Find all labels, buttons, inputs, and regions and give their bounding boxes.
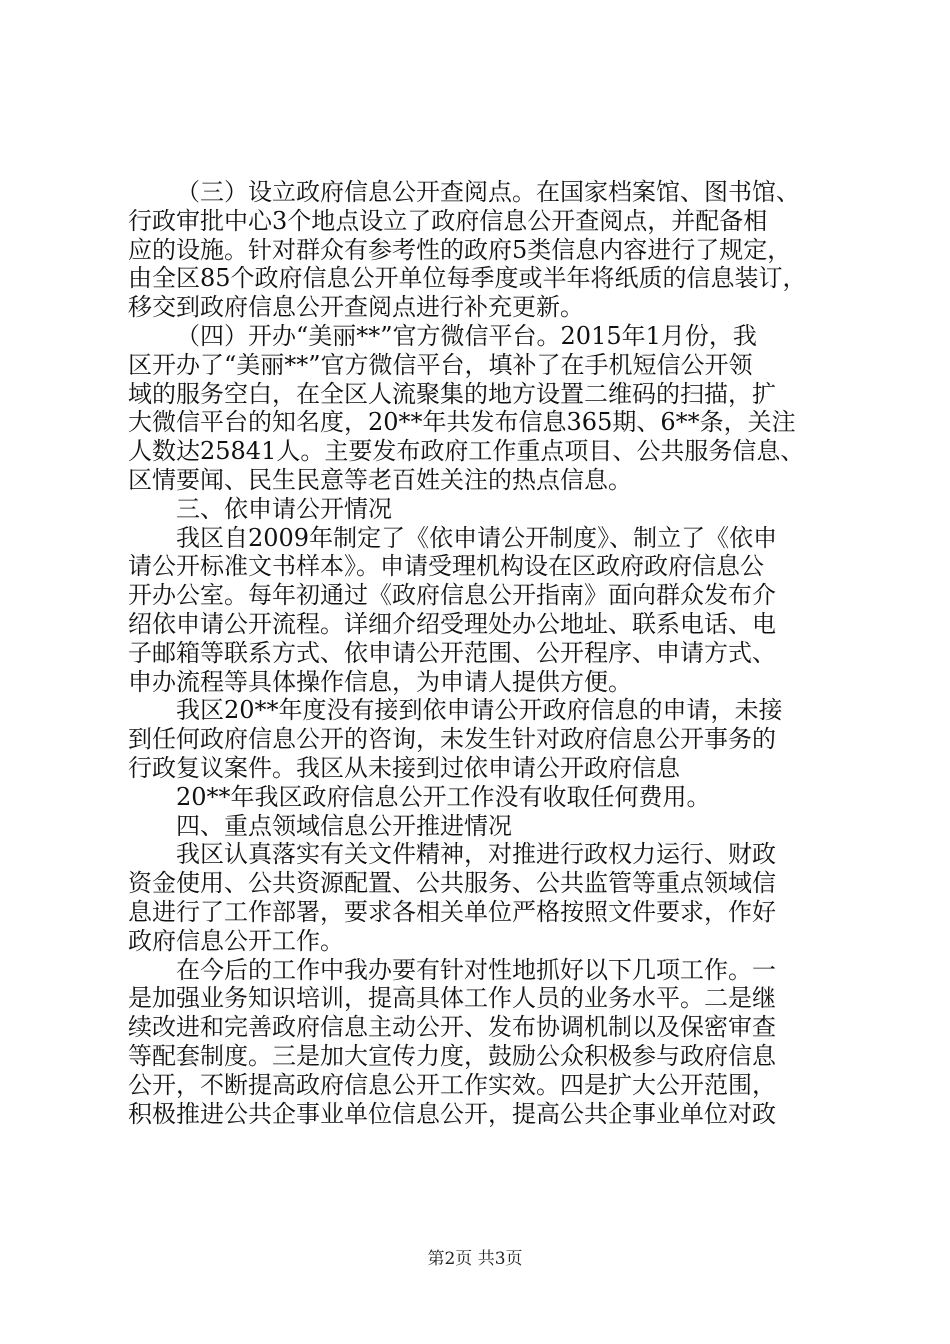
- text-line: 是加强业务知识培训，提高具体工作人员的业务水平。二是继: [128, 984, 776, 1013]
- text-line: 请公开标准文书样本》。申请受理机构设在区政府政府信息公: [128, 552, 764, 581]
- text-line: 续改进和完善政府信息主动公开、发布协调机制以及保密审查: [128, 1013, 776, 1042]
- text-line: 应的设施。针对群众有参考性的政府5类信息内容进行了规定，: [128, 235, 792, 264]
- text-line: 移交到政府信息公开查阅点进行补充更新。: [128, 293, 584, 322]
- text-line: 四、重点领域信息公开推进情况: [176, 811, 512, 840]
- text-line: 资金使用、公共资源配置、公共服务、公共监管等重点领域信: [128, 869, 776, 898]
- text-line: 等配套制度。三是加大宣传力度，鼓励公众积极参与政府信息: [128, 1041, 776, 1070]
- text-line: 我区20**年度没有接到依申请公开政府信息的申请，未接: [176, 696, 783, 725]
- text-line: 开办公室。每年初通过《政府信息公开指南》面向群众发布介: [128, 581, 776, 610]
- text-line: 积极推进公共企事业单位信息公开，提高公共企事业单位对政: [128, 1099, 776, 1128]
- text-line: （三）设立政府信息公开查阅点。在国家档案馆、图书馆、: [176, 178, 800, 206]
- text-line: 区开办了“美丽**”官方微信平台，填补了在手机短信公开领: [128, 350, 753, 379]
- text-line: （四）开办“美丽**”官方微信平台。2015年1月份，我: [176, 321, 757, 350]
- text-line: 息进行了工作部署，要求各相关单位严格按照文件要求，作好: [128, 897, 776, 926]
- text-line: 绍依申请公开流程。详细介绍受理处办公地址、联系电话、电: [128, 609, 776, 638]
- text-line: 我区认真落实有关文件精神，对推进行政权力运行、财政: [176, 840, 776, 869]
- document-body: [128, 178, 828, 1128]
- text-line: 20**年我区政府信息公开工作没有收取任何费用。: [176, 782, 711, 811]
- page-footer: 第2页 共3页: [427, 1249, 523, 1269]
- text-line: 我区自2009年制定了《依申请公开制度》、制立了《依申: [176, 523, 778, 552]
- text-line: 到任何政府信息公开的咨询，未发生针对政府信息公开事务的: [128, 725, 776, 754]
- text-line: 行政审批中心3个地点设立了政府信息公开查阅点，并配备相: [128, 206, 768, 235]
- text-line: 子邮箱等联系方式、依申请公开范围、公开程序、申请方式、: [128, 638, 776, 667]
- text-line: 公开，不断提高政府信息公开工作实效。四是扩大公开范围，: [128, 1070, 776, 1099]
- text-line: 由全区85个政府信息公开单位每季度或半年将纸质的信息装订，: [128, 264, 807, 293]
- text-line: 政府信息公开工作。: [128, 926, 344, 955]
- text-line: 域的服务空白，在全区人流聚集的地方设置二维码的扫描，扩: [128, 379, 776, 408]
- text-line: 三、依申请公开情况: [176, 494, 392, 523]
- text-line: 申办流程等具体操作信息，为申请人提供方便。: [128, 667, 632, 696]
- text-line: 行政复议案件。我区从未接到过依申请公开政府信息: [128, 753, 680, 782]
- text-line: 在今后的工作中我办要有针对性地抓好以下几项工作。一: [176, 955, 776, 984]
- text-line: 区情要闻、民生民意等老百姓关注的热点信息。: [128, 465, 632, 494]
- text-line: 人数达25841人。主要发布政府工作重点项目、公共服务信息、: [128, 437, 805, 466]
- text-line: 大微信平台的知名度，20**年共发布信息365期、6**条，关注: [128, 408, 796, 437]
